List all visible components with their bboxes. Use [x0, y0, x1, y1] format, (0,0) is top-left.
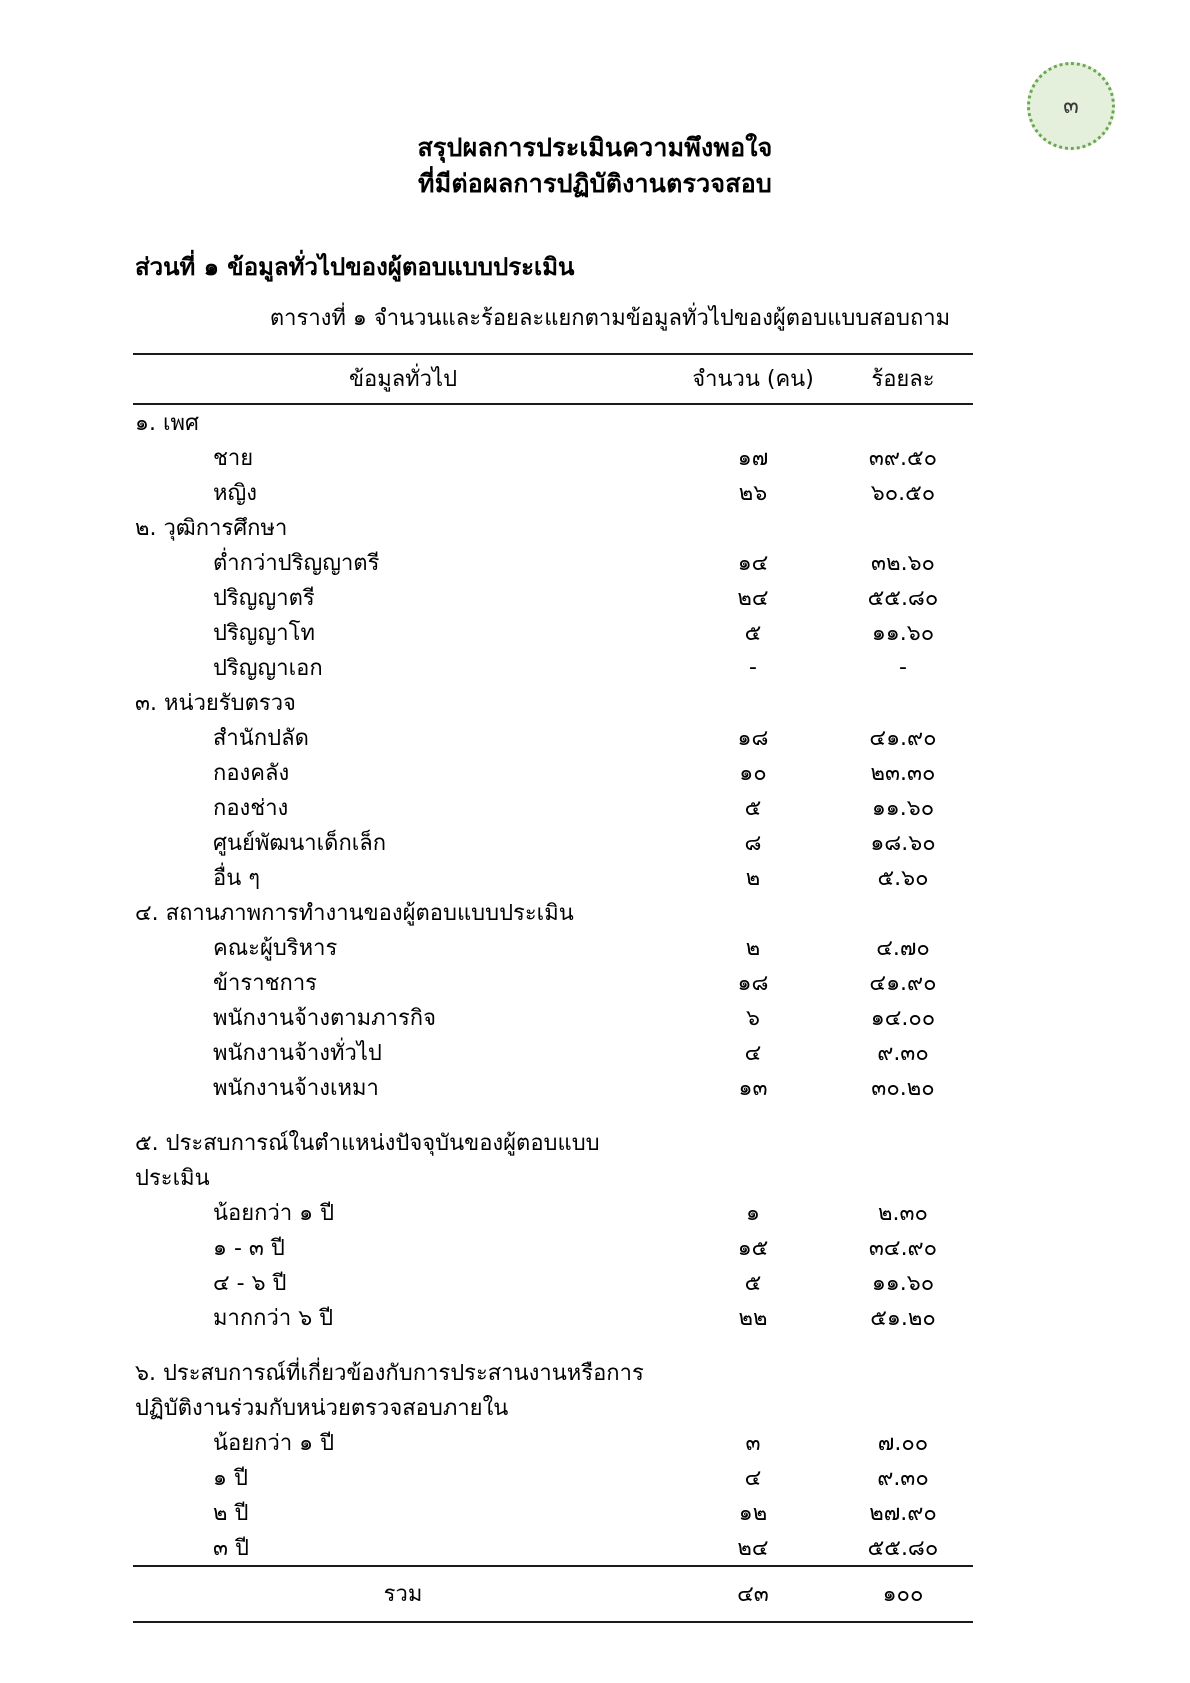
row-label [133, 1105, 673, 1125]
row-label: มากกว่า ๖ ปี [213, 1305, 334, 1331]
row-count: ๑๘ [737, 725, 769, 751]
table-row [133, 1300, 973, 1335]
row-label [133, 1335, 673, 1355]
row-label: ๓. หน่วยรับตรวจ [135, 690, 296, 716]
table-row [133, 825, 973, 860]
row-percent: ๓๐.๒๐ [871, 1075, 935, 1101]
row-count: ๒ [745, 935, 761, 961]
table-row [133, 475, 973, 510]
row-percent [833, 895, 973, 930]
page-content [0, 130, 1190, 1623]
row-label: พนักงานจ้างตามภารกิจ [213, 1005, 437, 1031]
row-percent: ๕.๖๐ [877, 865, 929, 891]
row-count [673, 404, 833, 440]
row-label: ข้าราชการ [213, 970, 317, 996]
row-percent: ๒๗.๙๐ [869, 1500, 937, 1526]
header-label: ข้อมูลทั่วไป [348, 367, 458, 392]
row-count: ๑ [746, 1200, 760, 1226]
header-percent: ร้อยละ [871, 367, 935, 392]
row-count: ๒๖ [738, 480, 768, 506]
table-body [133, 404, 973, 1566]
table-row [133, 965, 973, 1000]
row-count: ๑๘ [737, 970, 769, 996]
row-label: ปริญญาเอก [213, 655, 323, 681]
row-label: สำนักปลัด [213, 725, 309, 751]
row-count: ๑๓ [738, 1075, 768, 1101]
table-group-row [133, 685, 973, 720]
row-percent: ๙.๓๐ [877, 1040, 929, 1066]
table-row [133, 1425, 973, 1460]
row-count: ๑๗ [737, 445, 769, 471]
row-count: ๑๐ [739, 760, 767, 786]
page-number-label: ๓ [1063, 93, 1079, 119]
total-percent: ๑๐๐ [882, 1582, 924, 1607]
row-count: ๕ [744, 620, 762, 646]
row-label: น้อยกว่า ๑ ปี [213, 1430, 335, 1456]
table-row [133, 545, 973, 580]
table-row [133, 1265, 973, 1300]
row-count [673, 1105, 833, 1125]
row-label: ๖. ประสบการณ์ที่เกี่ยวข้องกับการประสานงานหรือการปฏิบัติงานร่วมกับหน่วยตรวจสอบภายใน [135, 1360, 644, 1421]
row-count [673, 685, 833, 720]
row-count [673, 1335, 833, 1355]
row-count: ๒๔ [737, 1535, 769, 1561]
table-row [133, 615, 973, 650]
row-count: ๕ [744, 795, 762, 821]
row-percent [833, 1355, 973, 1425]
row-label: ๑. เพศ [135, 410, 199, 436]
table-spacer-row [133, 1335, 973, 1355]
table-group-row [133, 510, 973, 545]
row-percent: ๔๑.๙๐ [869, 725, 937, 751]
row-label: ปริญญาโท [213, 620, 315, 646]
table-group-row [133, 895, 973, 930]
row-percent: ๔๑.๙๐ [869, 970, 937, 996]
row-label: หญิง [213, 480, 257, 506]
table-row [133, 440, 973, 475]
row-label: ต่ำกว่าปริญญาตรี [213, 550, 380, 576]
section-heading: ส่วนที่ ๑ ข้อมูลทั่วไปของผู้ตอบแบบประเมิน [135, 252, 575, 281]
row-label: ๑ - ๓ ปี [213, 1235, 285, 1261]
total-count: ๔๓ [737, 1582, 769, 1607]
row-count: ๘ [744, 830, 762, 856]
table-row [133, 720, 973, 755]
table-row [133, 650, 973, 685]
row-label: อื่น ๆ [213, 865, 261, 891]
row-percent [833, 1335, 973, 1355]
row-percent: ๓๒.๖๐ [871, 550, 935, 576]
table-row [133, 1530, 973, 1566]
table-row [133, 790, 973, 825]
table-spacer-row [133, 1105, 973, 1125]
row-label: ๑ ปี [213, 1465, 248, 1491]
row-percent: ๕๕.๘๐ [867, 1535, 939, 1561]
title-line-2: ที่มีต่อผลการปฏิบัติงานตรวจสอบ [418, 169, 772, 199]
row-percent [833, 685, 973, 720]
table-row [133, 930, 973, 965]
row-percent: ๙.๓๐ [877, 1465, 929, 1491]
table-row [133, 1460, 973, 1495]
row-count [673, 1355, 833, 1425]
row-count: ๑๕ [737, 1235, 769, 1261]
table-row [133, 1035, 973, 1070]
row-percent: ๒.๓๐ [878, 1200, 928, 1226]
row-percent [833, 1105, 973, 1125]
row-count: ๑๔ [737, 550, 769, 576]
row-percent: ๑๑.๖๐ [871, 795, 935, 821]
table-group-row [133, 1355, 973, 1425]
row-percent: ๓๙.๕๐ [868, 445, 938, 471]
row-count: ๕ [744, 1270, 762, 1296]
table-footer [133, 1566, 973, 1622]
total-row [133, 1566, 973, 1622]
total-label: รวม [383, 1582, 423, 1607]
row-count: - [749, 654, 757, 680]
row-count [673, 1125, 833, 1195]
row-count: ๒๔ [737, 585, 769, 611]
table-row [133, 860, 973, 895]
general-information-table [133, 353, 973, 1623]
row-label: พนักงานจ้างเหมา [213, 1075, 379, 1101]
row-label: ๔. สถานภาพการทำงานของผู้ตอบแบบประเมิน [135, 900, 574, 926]
row-label: กองคลัง [213, 760, 290, 786]
row-count: ๔ [744, 1465, 762, 1491]
row-label: ๒. วุฒิการศึกษา [135, 515, 288, 541]
row-count: ๒ [745, 865, 761, 891]
row-label: ๕. ประสบการณ์ในตำแหน่งปัจจุบันของผู้ตอบแบบประเมิน [135, 1130, 600, 1191]
row-label: ชาย [213, 445, 254, 471]
table-row [133, 580, 973, 615]
title-line-1: สรุปผลการประเมินความพึงพอใจ [417, 133, 773, 162]
row-percent: ๔.๗๐ [876, 935, 930, 961]
table-group-row [133, 1125, 973, 1195]
row-count [673, 510, 833, 545]
row-percent: ๒๓.๓๐ [870, 760, 936, 786]
document-title [0, 130, 1190, 203]
table-caption: ตารางที่ ๑ จำนวนและร้อยละแยกตามข้อมูลทั่วไปของผู้ตอบแบบสอบถาม [269, 305, 951, 331]
row-percent: ๕๕.๘๐ [867, 585, 939, 611]
row-percent [833, 404, 973, 440]
table-group-row [133, 404, 973, 440]
table-row [133, 1195, 973, 1230]
row-percent: ๖๐.๕๐ [870, 480, 936, 506]
row-percent: ๓๔.๙๐ [868, 1235, 938, 1261]
row-count: ๖ [746, 1005, 760, 1031]
row-count: ๒๒ [738, 1305, 768, 1331]
row-percent: ๗.๐๐ [877, 1430, 929, 1456]
row-percent [833, 510, 973, 545]
table-row [133, 1070, 973, 1105]
table-row [133, 1495, 973, 1530]
header-count: จำนวน (คน) [692, 367, 814, 392]
row-label: คณะผู้บริหาร [213, 935, 338, 961]
row-percent: ๕๑.๒๐ [870, 1305, 936, 1331]
row-percent: ๑๑.๖๐ [871, 1270, 935, 1296]
row-count: ๓ [745, 1430, 761, 1456]
row-percent: ๑๔.๐๐ [870, 1005, 936, 1031]
row-count: ๔ [744, 1040, 762, 1066]
table-header-row [133, 354, 973, 404]
row-percent: ๑๑.๖๐ [871, 620, 935, 646]
row-label: กองช่าง [213, 795, 289, 821]
row-percent [833, 1125, 973, 1195]
table-row [133, 1230, 973, 1265]
row-count [673, 895, 833, 930]
row-label: ๒ ปี [213, 1500, 249, 1526]
row-count: ๑๒ [738, 1500, 768, 1526]
table-header [133, 354, 973, 404]
table-row [133, 755, 973, 790]
row-percent: - [899, 654, 907, 680]
row-label: ศูนย์พัฒนาเด็กเล็ก [213, 830, 387, 856]
row-percent: ๑๘.๖๐ [870, 830, 936, 856]
row-label: ๔ - ๖ ปี [213, 1270, 287, 1296]
row-label: ปริญญาตรี [213, 585, 315, 611]
row-label: ๓ ปี [213, 1535, 249, 1561]
table-row [133, 1000, 973, 1035]
row-label: น้อยกว่า ๑ ปี [213, 1200, 335, 1226]
row-label: พนักงานจ้างทั่วไป [213, 1040, 382, 1066]
